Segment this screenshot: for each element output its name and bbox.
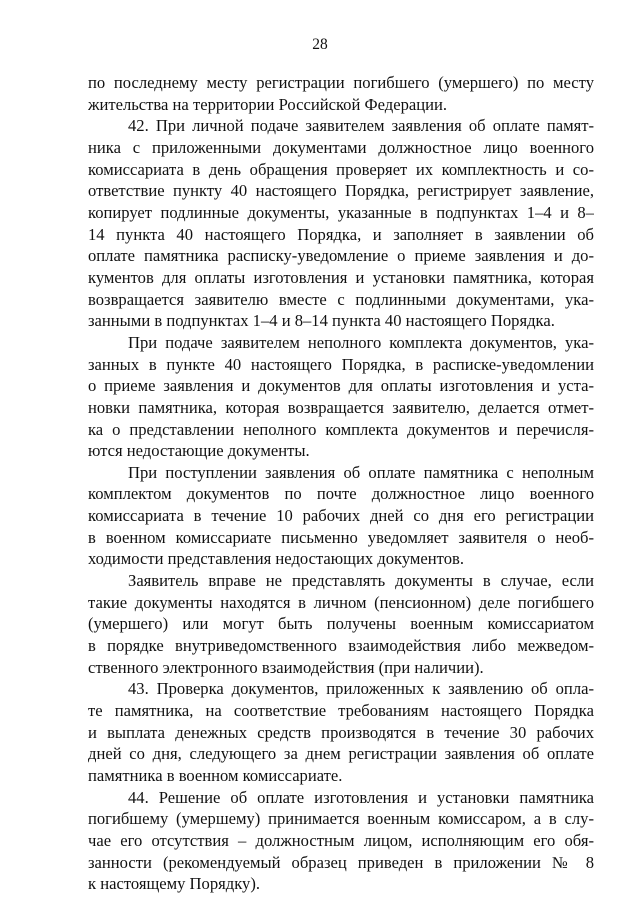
text-line: возвращается заявителю вместе с подлинными документами, ука- — [88, 289, 594, 309]
text-line: 14 пункта 40 настоящего Порядка, и заполняет в заявлении об — [88, 224, 594, 244]
paragraph — [88, 115, 594, 332]
text-line: к настоящему Порядку). — [88, 874, 261, 894]
text-line: дней со дня, следующего за днем регистрации заявления об оплате — [88, 744, 594, 764]
paragraph — [88, 462, 594, 570]
text-line: Заявитель вправе не представлять документы в случае, если — [128, 571, 594, 591]
text-line: новки памятника, которая возвращается заявителю, делается отмет- — [88, 397, 594, 417]
text-line: погибшему (умершему) принимается военным комиссаром, а в слу- — [88, 809, 594, 829]
text-line: оплате памятника расписку-уведомление о приеме заявления и до- — [88, 246, 594, 266]
text-line: 44. Решение об оплате изготовления и установки памятника — [128, 787, 594, 807]
text-line: ются недостающие документы. — [88, 441, 310, 461]
text-line: занными в подпунктах 1–4 и 8–14 пункта 40 настоящего Порядка. — [88, 311, 555, 331]
text-line: ника с приложенными документами должностное лицо военного — [88, 137, 594, 157]
text-line: занных в пункте 40 настоящего Порядка, в расписке-уведомлении — [88, 354, 594, 374]
text-line: о приеме заявления и документов для оплаты изготовления и уста- — [88, 376, 594, 396]
page-number: 28 — [312, 36, 328, 53]
text-line: кументов для оплаты изготовления и установки памятника, которая — [88, 267, 594, 287]
text-line: комплектом документов по почте должностное лицо военного — [88, 484, 594, 504]
paragraph — [88, 72, 594, 115]
text-line: При подаче заявителем неполного комплекта документов, ука- — [128, 332, 594, 352]
text-line: в военном комиссариате письменно уведомляет заявителя о необ- — [88, 527, 594, 547]
text-line: те памятника, на соответствие требованиям настоящего Порядка — [88, 701, 594, 721]
text-line: комиссариата в течение 10 рабочих дней со дня его регистрации — [88, 506, 594, 526]
text-line: в порядке внутриведомственного взаимодействия либо межведом- — [88, 636, 594, 656]
paragraph — [88, 570, 594, 678]
text-line: занности (рекомендуемый образец приведен в приложении № 8 — [88, 852, 594, 872]
text-line: ответствие пункту 40 настоящего Порядка, регистрирует заявление, — [88, 181, 594, 201]
text-line: При поступлении заявления об оплате памятника с неполным — [128, 462, 594, 482]
paragraph — [88, 787, 594, 895]
paragraph — [88, 678, 594, 786]
text-line: ка о представлении неполного комплекта документов и перечисля- — [88, 419, 594, 439]
paragraph — [88, 332, 594, 462]
text-line: 42. При личной подаче заявителем заявления об оплате памят- — [128, 116, 594, 136]
text-line: 43. Проверка документов, приложенных к заявлению об опла- — [128, 679, 594, 699]
text-line: и выплата денежных средств производятся в течение 30 рабочих — [88, 722, 594, 742]
text-line: чае его отсутствия – должностным лицом, исполняющим его обя- — [88, 830, 594, 850]
text-line: жительства на территории Российской Федерации. — [88, 94, 448, 114]
document-body — [88, 72, 594, 895]
text-line: памятника в военном комиссариате. — [88, 766, 343, 785]
text-line: ственного электронного взаимодействия (при наличии). — [88, 657, 484, 677]
text-line: по последнему месту регистрации погибшего (умершего) по месту — [88, 73, 594, 92]
text-line: ходимости представления недостающих документов. — [88, 549, 464, 569]
text-line: копирует подлинные документы, указанные в подпунктах 1–4 и 8– — [88, 202, 594, 222]
text-line: (умершего) или могут быть получены военным комиссариатом — [88, 614, 594, 634]
text-line: комиссариата в день обращения проверяет их комплектность и со- — [88, 159, 594, 179]
text-line: такие документы находятся в личном (пенсионном) деле погибшего — [88, 592, 594, 612]
